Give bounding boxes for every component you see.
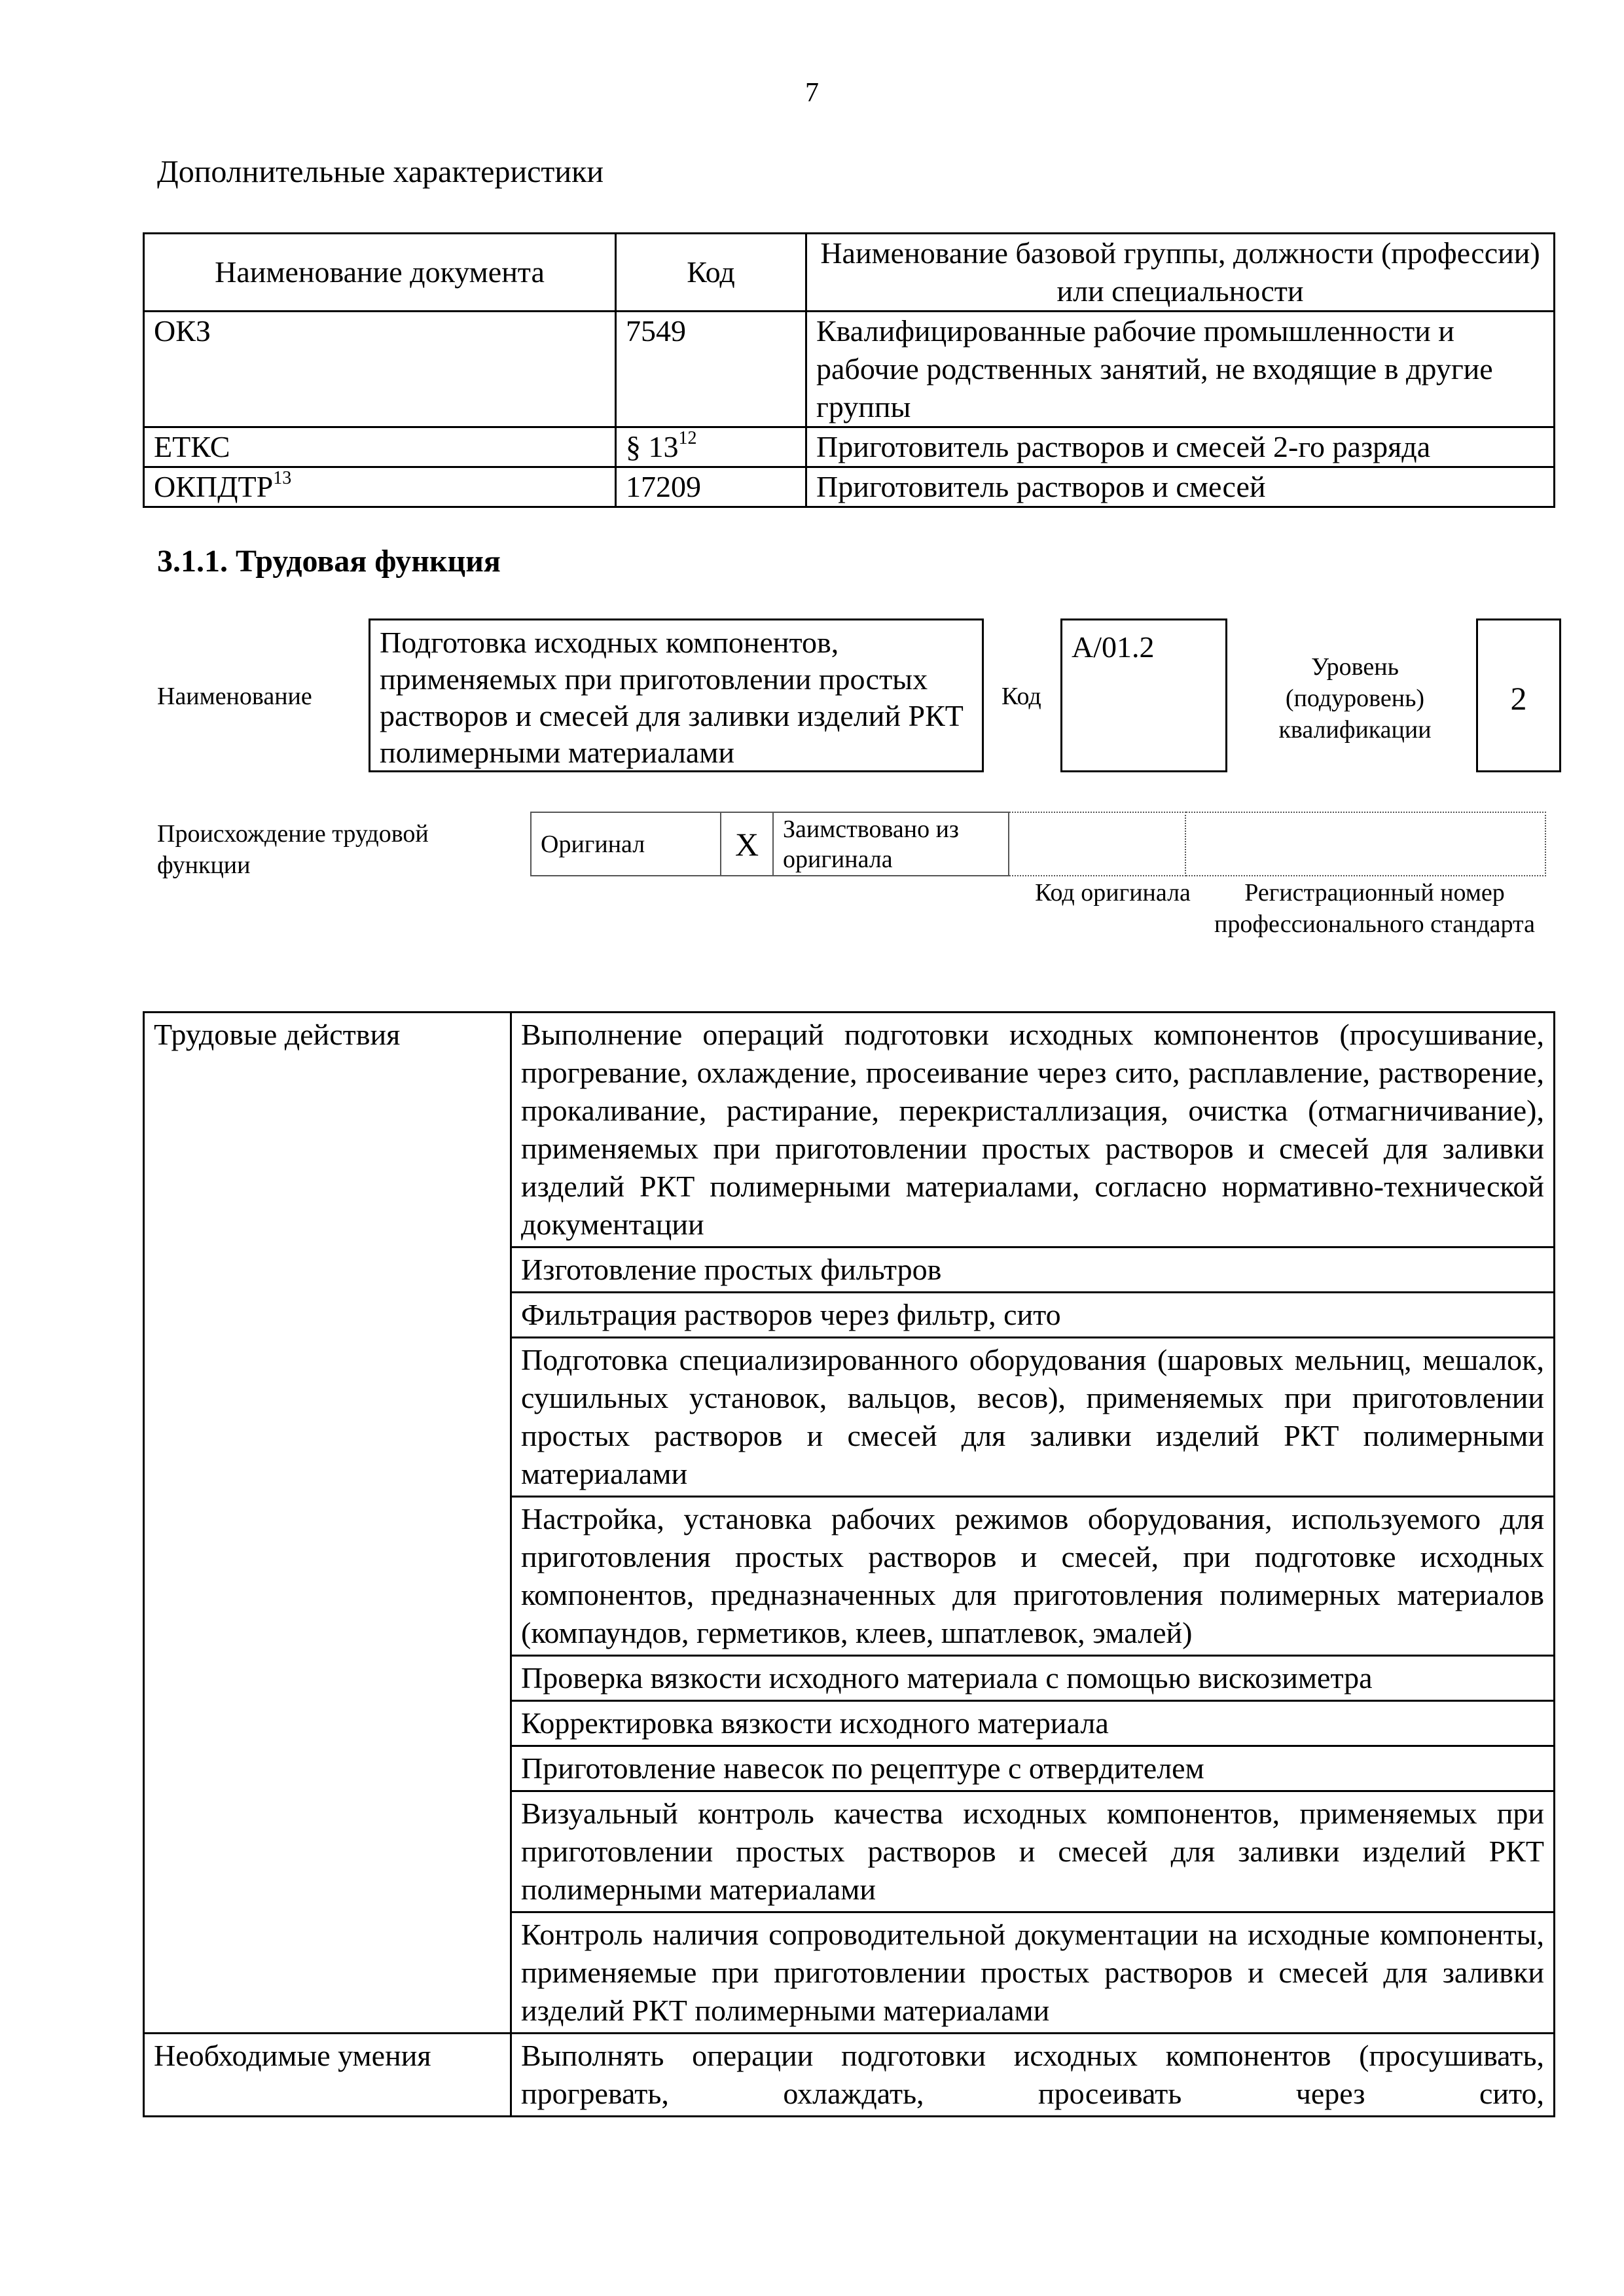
header-code: Код xyxy=(616,234,806,312)
code-cell: 17209 xyxy=(616,467,806,507)
table-row xyxy=(144,467,1555,507)
action-item: Визуальный контроль качества исходных компонентов, применяемых при приготовлении простых растворов и смесей для заливки изделий РКТ полимерными материалами xyxy=(511,1791,1555,1912)
code-caption: Код оригинала xyxy=(1035,879,1191,906)
function-code: А/01.2 xyxy=(1060,619,1227,772)
level-label: Уровень (подуровень) квалификации xyxy=(1278,653,1432,744)
code-cell: § $13^{12}$ xyxy=(616,427,806,467)
function-heading: 3.1.1. Трудовая функция xyxy=(157,544,501,579)
action-item: Настройка, установка рабочих режимов оборудования, используемого для приготовления простых растворов и смесей, при подготовке исходных компонентов, предназначенных для приготовления полимерных материалов (компаундов, герметиков, клеев, шпатлевок, эмалей) xyxy=(511,1497,1555,1656)
table-row xyxy=(144,2034,1555,2117)
action-item: Подготовка специализированного оборудования (шаровых мельниц, мешалок, сушильных установок, вальцов, весов), применяемых при приготовлении простых растворов и смесей для заливки изделий РКТ полимерными материалами xyxy=(511,1338,1555,1497)
skills-label: Необходимые умения xyxy=(144,2034,511,2117)
characteristics-table xyxy=(143,232,1555,508)
name-label: Наименование xyxy=(157,683,312,710)
doc-cell: ОКПДТР$^{13}$ xyxy=(144,467,616,507)
borrowed-label: Заимствовано из оригинала xyxy=(773,812,1009,876)
original-mark: X xyxy=(721,812,773,876)
reg-caption: Регистрационный номер профессионального стандарта xyxy=(1214,879,1535,938)
header-doc: Наименование документа xyxy=(144,234,616,312)
action-item: Проверка вязкости исходного материала с помощью вискозиметра xyxy=(511,1656,1555,1701)
original-label: Оригинал xyxy=(531,812,721,876)
origin-label: Происхождение трудовой функции xyxy=(157,820,429,879)
section-title: Дополнительные характеристики xyxy=(157,154,604,189)
action-item: Корректировка вязкости исходного материала xyxy=(511,1701,1555,1746)
main-table xyxy=(143,1011,1555,2117)
table-row xyxy=(144,312,1555,427)
original-code-cell xyxy=(1009,812,1185,876)
actions-label: Трудовые действия xyxy=(144,1013,511,2034)
footnote-ref: 12 xyxy=(678,427,697,448)
function-name: Подготовка исходных компонентов, применяемых при приготовлении простых растворов и смесей для заливки изделий РКТ полимерными материалами xyxy=(369,619,984,772)
header-name: Наименование базовой группы, должности (профессии) или специальности xyxy=(806,234,1555,312)
reg-number-cell xyxy=(1185,812,1545,876)
table-header-row xyxy=(144,234,1555,312)
name-cell: Приготовитель растворов и смесей 2-го разряда xyxy=(806,427,1555,467)
action-item: Изготовление простых фильтров xyxy=(511,1247,1555,1293)
code-cell: 7549 xyxy=(616,312,806,427)
code-label: Код xyxy=(1001,683,1041,710)
action-item: Контроль наличия сопроводительной документации на исходные компоненты, применяемые при приготовлении простых растворов и смесей для заливки изделий РКТ полимерными материалами xyxy=(511,1912,1555,2034)
level-value: 2 xyxy=(1476,619,1561,772)
doc-cell: ОКЗ xyxy=(144,312,616,427)
table-row xyxy=(144,427,1555,467)
page-number: 7 xyxy=(805,78,819,108)
table-row xyxy=(144,1013,1555,1247)
doc-cell: ЕТКС xyxy=(144,427,616,467)
origin-table xyxy=(530,812,1546,876)
action-item: Выполнение операций подготовки исходных компонентов (просушивание, прогревание, охлаждение, просеивание через сито, расплавление, растворение, прокаливание, растирание, перекристаллизация, очистка (отмагничивание), применяемых при приготовлении простых растворов и смесей для заливки изделий РКТ полимерными материалами, согласно нормативно-технической документации xyxy=(511,1013,1555,1247)
name-cell: Приготовитель растворов и смесей xyxy=(806,467,1555,507)
skill-item: Выполнять операции подготовки исходных компонентов (просушивать, прогревать, охлаждать, просеивать через сито, xyxy=(511,2034,1555,2117)
name-cell: Квалифицированные рабочие промышленности и рабочие родственных занятий, не входящие в другие группы xyxy=(806,312,1555,427)
footnote-ref: 13 xyxy=(273,467,292,488)
action-item: Фильтрация растворов через фильтр, сито xyxy=(511,1293,1555,1338)
action-item: Приготовление навесок по рецептуре с отвердителем xyxy=(511,1746,1555,1791)
